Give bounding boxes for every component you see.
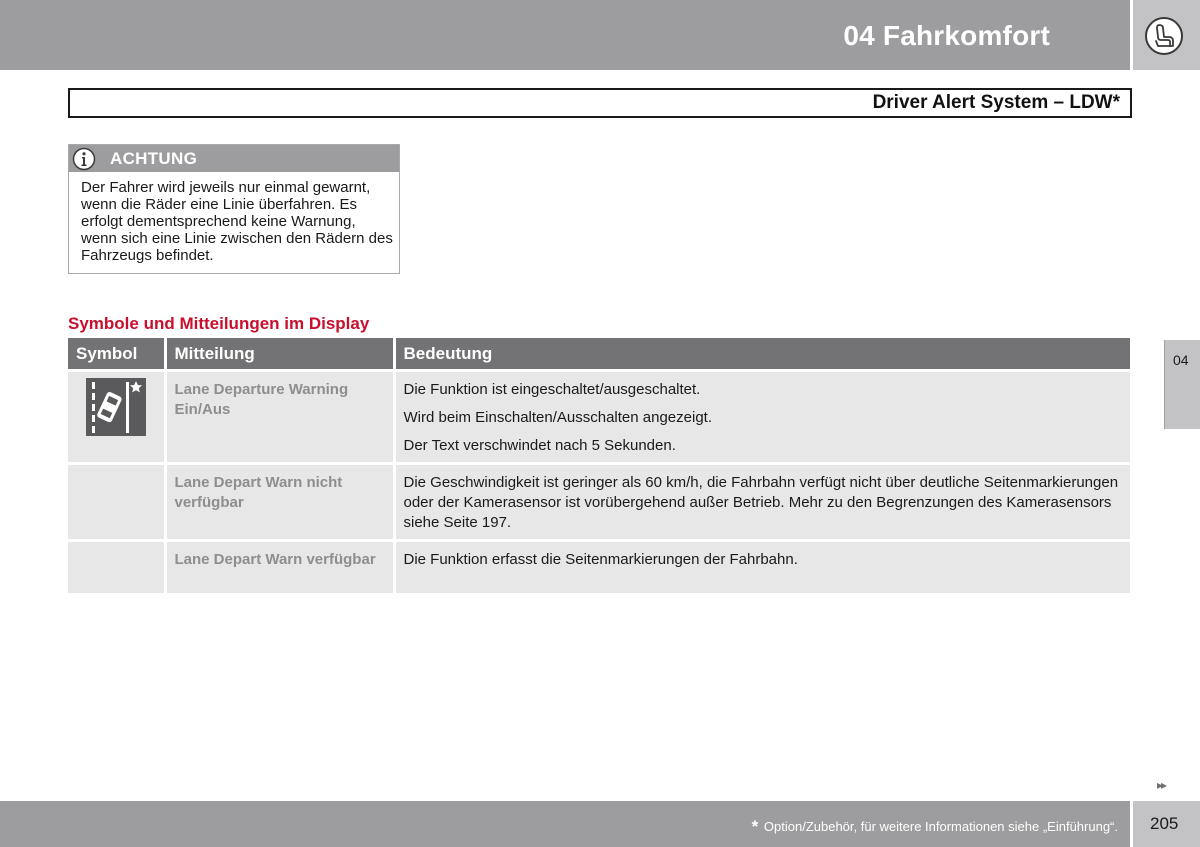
table-header-row <box>68 338 1130 371</box>
footer-band <box>0 801 1130 847</box>
meaning-line: Die Funktion erfasst die Seitenmarkierungen der Fahrbahn. <box>403 551 798 568</box>
info-icon <box>72 147 96 171</box>
symbols-messages-table <box>68 338 1130 593</box>
symbol-cell <box>68 371 165 464</box>
footnote-text: Option/Zubehör, für weitere Informationen siehe „Einführung“. <box>763 819 1118 834</box>
section-title: Driver Alert System – LDW* <box>872 92 1120 113</box>
page-number: 205 <box>1150 814 1179 833</box>
seat-icon <box>1144 16 1184 56</box>
meaning-cell <box>394 464 1130 541</box>
table-row <box>68 541 1130 593</box>
chapter-title: 04 Fahrkomfort <box>843 20 1050 51</box>
meaning-line: Die Geschwindigkeit ist geringer als 60 km/h, die Fahrbahn verfügt nicht über deutliche Seitenmarkierungen oder der Kamerasensor ist vorübergehend außer Betrieb. Mehr zu den Begrenzungen des Kamerasensors siehe Seite 197. <box>403 474 1119 531</box>
lane-departure-warning-icon <box>86 378 146 436</box>
warning-header <box>69 145 399 172</box>
column-header-symbol: Symbol <box>68 338 165 371</box>
side-tab-label: 04 <box>1173 352 1189 368</box>
table-row <box>68 371 1130 464</box>
page-number-box <box>1133 801 1200 847</box>
footnote-star: * <box>751 817 759 836</box>
message-cell: Lane Depart Warn verfügbar <box>165 541 394 593</box>
section-title-box <box>68 88 1132 118</box>
table-heading: Symbole und Mitteilungen im Display <box>68 314 370 333</box>
meaning-cell <box>394 541 1130 593</box>
chapter-side-tab[interactable] <box>1164 340 1200 429</box>
header-band <box>0 0 1130 70</box>
column-header-message: Mitteilung <box>165 338 394 371</box>
table-row <box>68 464 1130 541</box>
footnote <box>752 817 1118 837</box>
double-chevron-right-icon: ▸▸ <box>1157 778 1166 792</box>
column-header-meaning: Bedeutung <box>394 338 1130 371</box>
meaning-line: Die Funktion ist eingeschaltet/ausgeschaltet. <box>403 381 701 398</box>
symbol-cell <box>68 541 165 593</box>
message-cell: Lane Depart Warn nicht verfügbar <box>165 464 394 541</box>
meaning-line: Der Text verschwindet nach 5 Sekunden. <box>403 437 676 454</box>
warning-text: Der Fahrer wird jeweils nur einmal gewarnt, wenn die Räder eine Linie überfahren. Es erfolgt dementsprechend keine Warnung, wenn sich eine Linie zwischen den Rädern des Fahrzeugs befindet. <box>81 179 393 264</box>
warning-title: ACHTUNG <box>110 149 198 168</box>
warning-box <box>68 144 400 274</box>
symbol-cell <box>68 464 165 541</box>
message-cell: Lane Departure Warning Ein/Aus <box>165 371 394 464</box>
meaning-cell <box>394 371 1130 464</box>
meaning-line: Wird beim Einschalten/Ausschalten angezeigt. <box>403 409 712 426</box>
